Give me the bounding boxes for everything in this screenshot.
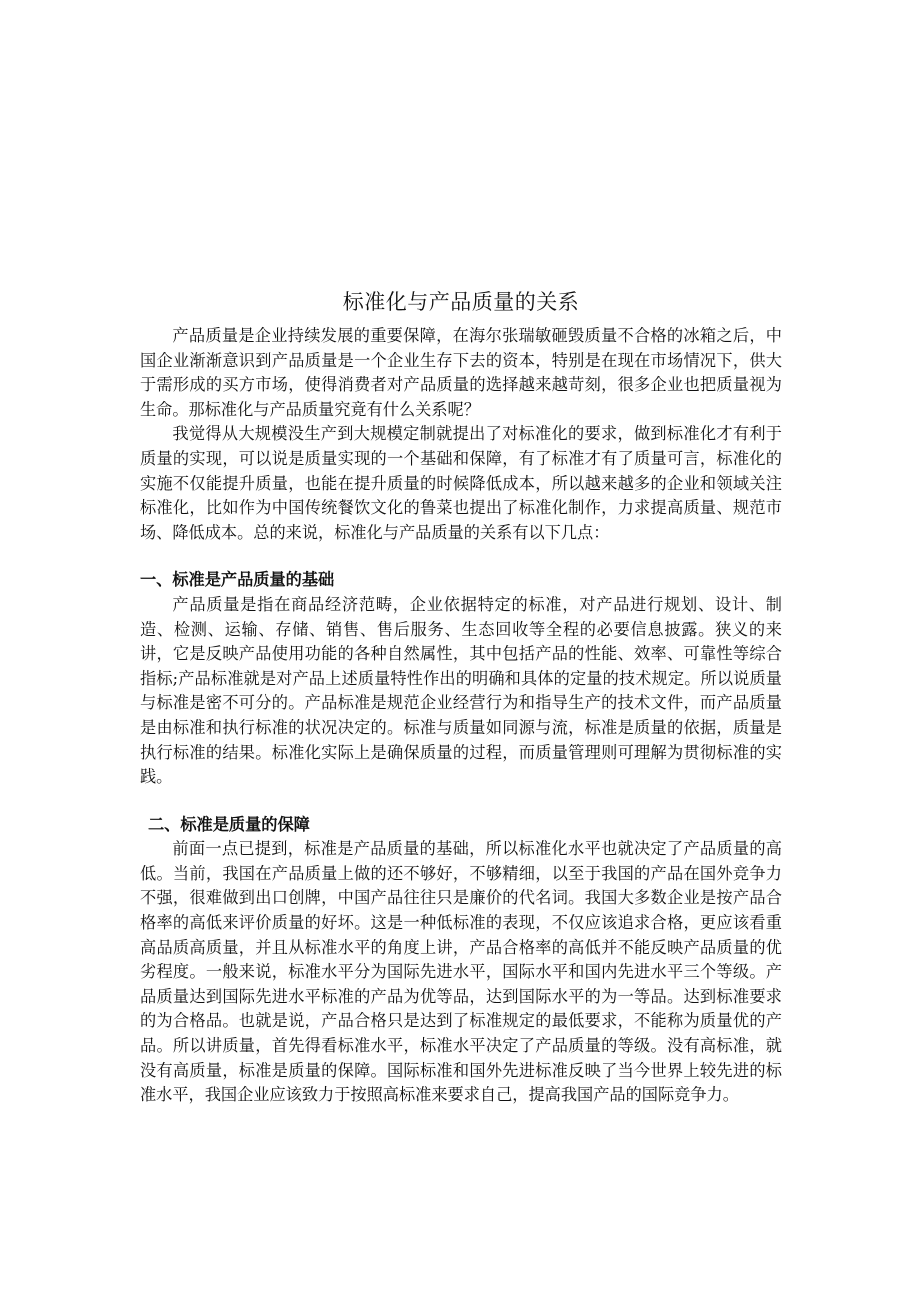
document-page xyxy=(140,286,782,1108)
intro-paragraph-1: 产品质量是企业持续发展的重要保障，在海尔张瑞敏砸毁质量不合格的冰箱之后，中国企业渐渐意识到产品质量是一个企业生存下去的资本，特别是在现在市场情况下，供大于需形成的买方市场，使得消费者对产品质量的选择越来越苛刻，很多企业也把质量视为生命。那标准化与产品质量究竟有什么关系呢？ xyxy=(140,326,782,419)
section-body-2: 前面一点已提到，标准是产品质量的基础，所以标准化水平也就决定了产品质量的高低。当前，我国在产品质量上做的还不够好，不够精细，以至于我国的产品在国外竞争力不强，很难做到出口创牌，中国产品往往只是廉价的代名词。我国大多数企业是按产品合格率的高低来评价质量的好坏。这是一种低标准的表现，不仅应该追求合格，更应该看重高品质高质量，并且从标准水平的角度上讲，产品合格率的高低并不能反映产品质量的优劣程度。一般来说，标准水平分为国际先进水平，国际水平和国内先进水平三个等级。产品质量达到国际先进水平标准的产品为优等品，达到国际水平的为一等品。达到标准要求的为合格品。也就是说，产品合格只是达到了标准规定的最低要求，不能称为质量优的产品。所以讲质量，首先得看标准水平，标准水平决定了产品质量的等级。没有高标准，就没有高质量，标准是质量的保障。国际标准和国外先进标准反映了当今世界上较先进的标准水平，我国企业应该致力于按照高标准来要求自己，提高我国产品的国际竞争力。 xyxy=(140,839,782,1105)
section-body-1: 产品质量是指在商品经济范畴，企业依据特定的标准，对产品进行规划、设计、制造、检测、运输、存储、销售、售后服务、生态回收等全程的必要信息披露。狭义的来讲，它是反映产品使用功能的各种自然属性，其中包括产品的性能、效率、可靠性等综合指标;产品标准就是对产品上述质量特性作出的明确和具体的定量的技术规定。所以说质量与标准是密不可分的。产品标准是规范企业经营行为和指导生产的技术文件，而产品质量是由标准和执行标准的状况决定的。标准与质量如同源与流，标准是质量的依据，质量是执行标准的结果。标准化实际上是确保质量的过程，而质量管理则可理解为贯彻标准的实践。 xyxy=(140,594,782,787)
intro-paragraph-2: 我觉得从大规模没生产到大规模定制就提出了对标准化的要求，做到标准化才有利于质量的实现，可以说是质量实现的一个基础和保障，有了标准才有了质量可言，标准化的实施不仅能提升质量，也能在提升质量的时候降低成本，所以越来越多的企业和领域关注标准化，比如作为中国传统餐饮文化的鲁菜也提出了标准化制作，力求提高质量、规范市场、降低成本。总的来说，标准化与产品质量的关系有以下几点： xyxy=(140,424,782,542)
document-title: 标准化与产品质量的关系 xyxy=(342,290,580,314)
section-heading-2: 二、标准是质量的保障 xyxy=(148,814,310,834)
section-gap xyxy=(140,545,782,568)
section-heading-1: 一、标准是产品质量的基础 xyxy=(140,570,335,590)
section-gap xyxy=(140,790,782,813)
